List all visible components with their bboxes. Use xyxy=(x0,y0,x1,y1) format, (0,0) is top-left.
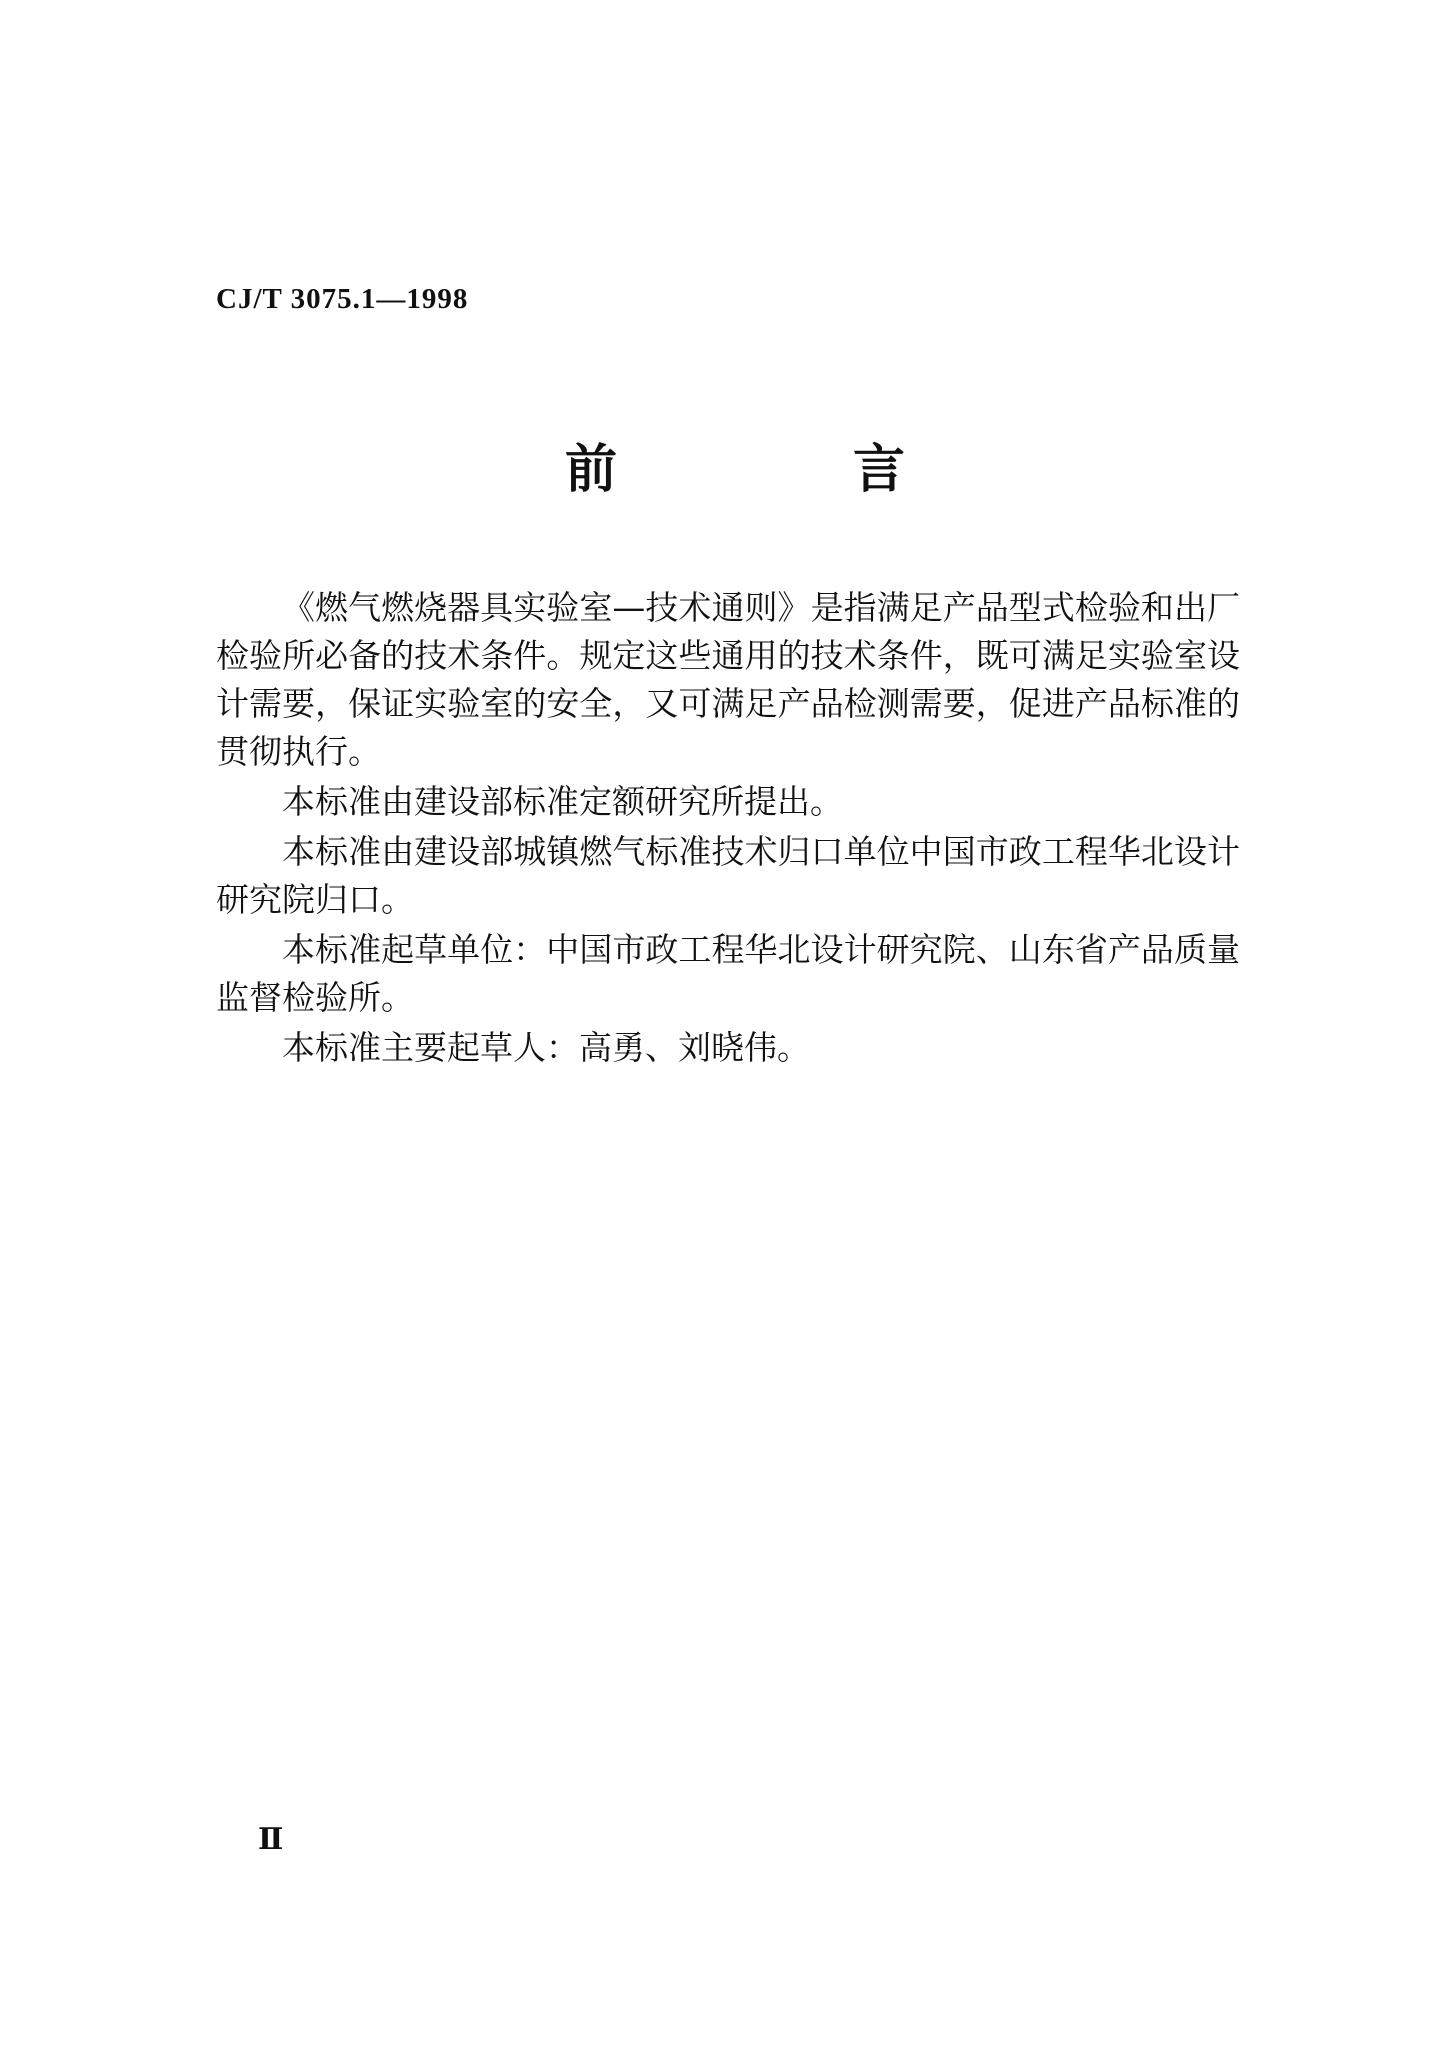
title-char-2: 言 xyxy=(852,440,905,500)
paragraph-drafters: 本标准主要起草人：高勇、刘晓伟。 xyxy=(282,1028,810,1067)
page-title xyxy=(565,440,905,500)
paragraph-proposer: 本标准由建设部标准定额研究所提出。 xyxy=(282,782,843,821)
standard-code: CJ/T 3075.1—1998 xyxy=(216,283,469,315)
page-number: Ⅱ xyxy=(258,1823,284,1856)
paragraph-administrator: 本标准由建设部城镇燃气标准技术归口单位中国市政工程华北设计研究院归口。 xyxy=(216,832,1240,919)
preface-body xyxy=(216,584,1240,1074)
paragraph-intro: 《燃气燃烧器具实验室—技术通则》是指满足产品型式检验和出厂检验所必备的技术条件。规定这些通用的技术条件，既可满足实验室设计需要，保证实验室的安全，又可满足产品检测需要，促进产品标准的贯彻执行。 xyxy=(216,588,1240,771)
title-char-1: 前 xyxy=(565,440,618,500)
paragraph-drafting-units: 本标准起草单位：中国市政工程华北设计研究院、山东省产品质量监督检验所。 xyxy=(216,930,1240,1017)
